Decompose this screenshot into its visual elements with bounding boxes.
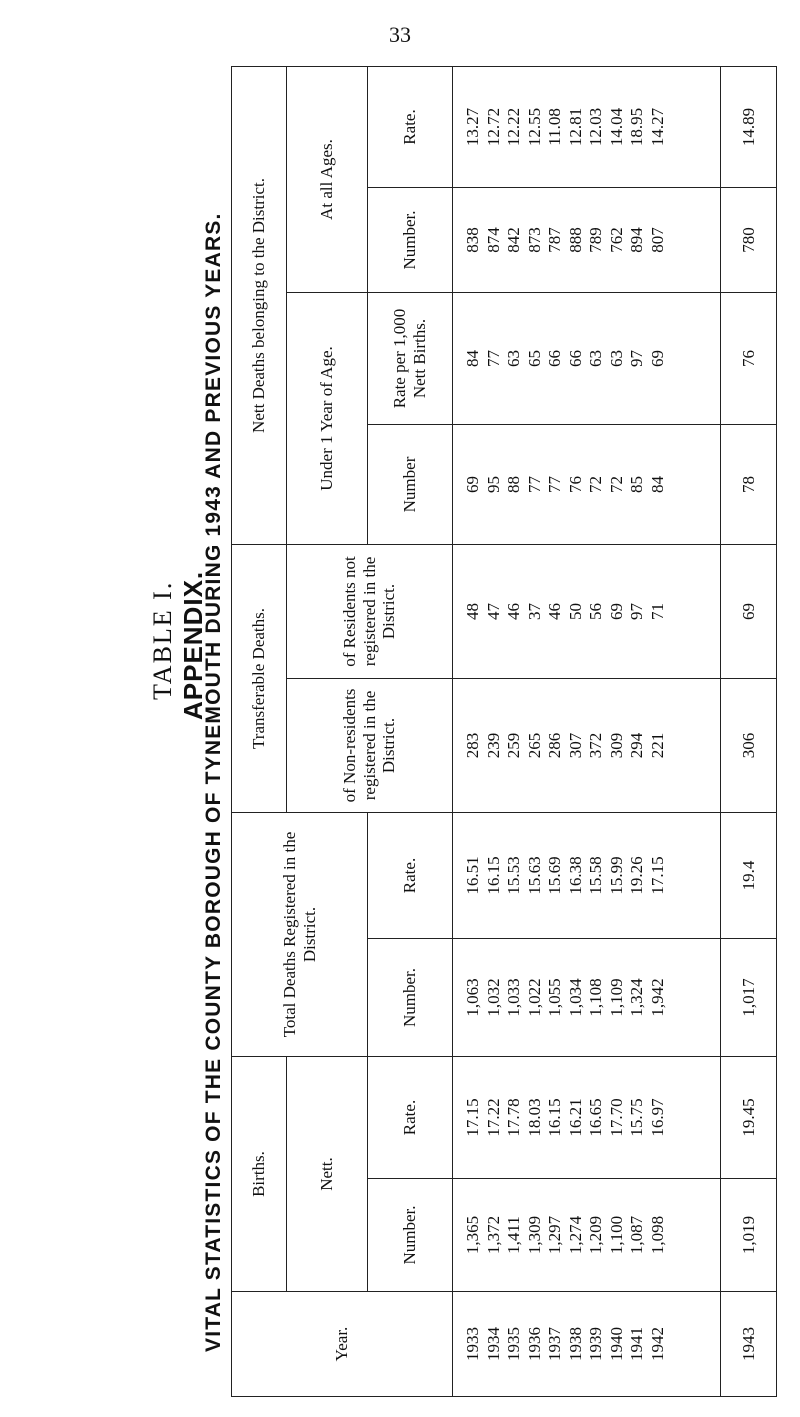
total-under-1-number: 78	[720, 424, 776, 544]
cell-year: 1941	[627, 1327, 646, 1361]
under-1-year-header: Under 1 Year of Age.	[287, 292, 368, 544]
cell-res: 48	[463, 602, 482, 620]
cell-births-rate: 17.22	[483, 1098, 503, 1137]
cell-births-number: 1,100	[606, 1215, 626, 1255]
cell-births-rate: 17.78	[504, 1098, 523, 1137]
cell-all-rate: 12.03	[586, 107, 605, 147]
cell-td-rate: 15.58	[586, 856, 605, 895]
cell-td-number: 1,033	[504, 978, 523, 1017]
all-ages-number-column	[453, 187, 721, 292]
cell-non-res: 239	[483, 732, 503, 759]
page-number: 33	[389, 22, 411, 47]
cell-all-rate: 12.55	[524, 107, 544, 147]
cell-res: 47	[483, 602, 503, 620]
cell-births-number: 1,209	[586, 1215, 605, 1255]
cell-td-rate: 16.38	[565, 856, 585, 895]
cell-td-rate: 16.15	[483, 856, 503, 895]
cell-year: 1942	[647, 1327, 667, 1361]
cell-births-number: 1,372	[483, 1215, 503, 1255]
cell-non-res: 265	[524, 732, 544, 759]
cell-non-res: 307	[565, 732, 585, 759]
cell-u1-number: 72	[606, 475, 626, 493]
cell-u1-number: 77	[524, 475, 544, 493]
cell-births-number: 1,365	[463, 1215, 482, 1255]
cell-births-number: 1,098	[647, 1215, 667, 1255]
total-deaths-number-header: Number.	[368, 939, 453, 1057]
cell-res: 37	[524, 602, 544, 620]
cell-non-res: 309	[606, 732, 626, 759]
cell-td-rate: 19.26	[627, 856, 646, 895]
cell-td-rate: 15.69	[545, 856, 564, 895]
cell-u1-number: 77	[545, 475, 564, 493]
cell-u1-number: 84	[647, 475, 667, 493]
table-title: VITAL STATISTICS OF THE COUNTY BOROUGH OF TYNEMOUTH DURING 1943 AND PREVIOUS YEARS.	[202, 212, 225, 1352]
cell-non-res: 372	[586, 732, 605, 759]
cell-births-rate: 17.15	[463, 1098, 482, 1137]
cell-res: 46	[504, 602, 523, 620]
cell-u1-rate: 97	[627, 349, 646, 367]
births-rate-header: Rate.	[368, 1057, 453, 1179]
cell-all-number: 842	[504, 227, 523, 253]
cell-td-number: 1,055	[545, 978, 564, 1017]
cell-all-number: 894	[627, 227, 646, 253]
cell-all-number: 838	[463, 227, 482, 253]
cell-all-rate: 12.81	[565, 107, 585, 147]
births-header: Births.	[232, 1057, 287, 1292]
non-residents-header: of Non-residents registered in the District.	[287, 678, 453, 812]
cell-u1-rate: 63	[504, 349, 523, 367]
cell-year: 1934	[483, 1327, 503, 1361]
total-non-residents: 306	[720, 678, 776, 812]
cell-year: 1938	[565, 1327, 585, 1361]
cell-year: 1940	[606, 1327, 626, 1361]
cell-u1-rate: 66	[565, 349, 585, 367]
cell-non-res: 294	[627, 732, 646, 759]
total-row-1943	[720, 66, 776, 1396]
cell-all-rate: 11.08	[545, 108, 564, 146]
cell-u1-rate: 66	[545, 349, 564, 367]
vital-statistics-table	[231, 66, 777, 1397]
all-ages-rate-column	[453, 66, 721, 187]
cell-td-number: 1,022	[524, 978, 544, 1017]
cell-td-rate: 16.51	[463, 856, 482, 895]
cell-births-number: 1,411	[504, 1216, 523, 1254]
cell-all-rate: 18.95	[627, 107, 646, 147]
cell-td-number: 1,324	[627, 978, 646, 1017]
residents-column	[453, 544, 721, 678]
cell-all-number: 807	[647, 227, 667, 253]
cell-births-rate: 16.97	[647, 1098, 667, 1137]
cell-td-rate: 15.99	[606, 856, 626, 895]
cell-td-number: 1,108	[586, 978, 605, 1017]
births-number-header: Number.	[368, 1179, 453, 1292]
cell-all-number: 888	[565, 227, 585, 253]
all-ages-rate-header: Rate.	[368, 66, 453, 187]
cell-non-res: 259	[504, 732, 523, 759]
cell-year: 1933	[463, 1327, 482, 1361]
cell-td-rate: 17.15	[647, 856, 667, 895]
residents-header: of Residents not registered in the District.	[287, 544, 453, 678]
cell-all-rate: 12.72	[483, 107, 503, 147]
cell-births-rate: 15.75	[627, 1098, 646, 1137]
cell-u1-rate: 77	[483, 349, 503, 367]
total-all-ages-number: 780	[720, 187, 776, 292]
total-deaths-rate-column	[453, 812, 721, 938]
cell-non-res: 286	[545, 732, 564, 759]
births-number-column	[453, 1179, 721, 1292]
data-block	[453, 66, 721, 1396]
nett-deaths-header: Nett Deaths belonging to the District.	[232, 66, 287, 544]
cell-births-rate: 16.21	[565, 1098, 585, 1137]
cell-births-number: 1,297	[545, 1215, 564, 1255]
table-label: TABLE I.	[148, 580, 177, 700]
cell-non-res: 221	[647, 732, 667, 759]
births-rate-column	[453, 1057, 721, 1179]
cell-td-number: 1,942	[647, 978, 667, 1017]
total-deaths-number-column	[453, 939, 721, 1057]
cell-year: 1939	[586, 1327, 605, 1361]
all-ages-header: At all Ages.	[287, 66, 368, 292]
cell-u1-number: 95	[483, 475, 503, 493]
cell-births-number: 1,274	[565, 1215, 585, 1255]
year-header: Year.	[232, 1292, 453, 1397]
total-deaths-rate-header: Rate.	[368, 812, 453, 938]
cell-u1-rate: 63	[606, 349, 626, 367]
cell-all-number: 874	[483, 227, 503, 253]
cell-u1-rate: 63	[586, 349, 605, 367]
cell-td-rate: 15.53	[504, 856, 523, 895]
cell-u1-number: 69	[463, 475, 482, 493]
cell-u1-rate: 69	[647, 349, 667, 367]
cell-year: 1935	[504, 1327, 523, 1361]
cell-non-res: 283	[463, 732, 482, 759]
cell-u1-number: 88	[504, 475, 523, 493]
under-1-number-column	[453, 424, 721, 544]
cell-year: 1937	[545, 1327, 564, 1361]
cell-births-rate: 16.65	[586, 1098, 605, 1137]
non-residents-column	[453, 678, 721, 812]
cell-td-number: 1,109	[606, 978, 626, 1017]
cell-res: 97	[627, 602, 646, 620]
cell-births-rate: 16.15	[545, 1098, 564, 1137]
total-under-1-rate: 76	[720, 292, 776, 424]
cell-all-rate: 14.27	[647, 107, 667, 147]
cell-births-rate: 17.70	[606, 1098, 626, 1137]
year-column	[453, 1292, 721, 1397]
cell-births-number: 1,309	[524, 1215, 544, 1255]
transferable-deaths-header: Transferable Deaths.	[232, 544, 287, 812]
total-deaths-rate: 19.4	[720, 812, 776, 938]
cell-res: 46	[545, 602, 564, 620]
cell-res: 56	[586, 602, 605, 620]
total-all-ages-rate: 14.89	[720, 66, 776, 187]
cell-all-rate: 14.04	[606, 107, 626, 147]
cell-u1-number: 72	[586, 475, 605, 493]
under-1-rate-column	[453, 292, 721, 424]
total-births-rate: 19.45	[720, 1057, 776, 1179]
cell-td-number: 1,063	[463, 978, 482, 1017]
appendix-heading: APPENDIX.	[178, 570, 208, 720]
cell-all-rate: 12.22	[504, 107, 523, 147]
total-births-number: 1,019	[720, 1179, 776, 1292]
cell-u1-number: 76	[565, 475, 585, 493]
all-ages-number-header: Number.	[368, 187, 453, 292]
cell-td-number: 1,034	[565, 978, 585, 1017]
under-1-number-header: Number	[368, 424, 453, 544]
cell-td-rate: 15.63	[524, 856, 544, 895]
cell-all-number: 873	[524, 227, 544, 253]
cell-res: 69	[606, 602, 626, 620]
cell-all-number: 762	[606, 227, 626, 253]
cell-u1-rate: 84	[463, 349, 482, 367]
vital-statistics-table-container	[231, 67, 777, 1397]
total-year: 1943	[720, 1292, 776, 1397]
cell-u1-rate: 65	[524, 349, 544, 367]
under-1-rate-header: Rate per 1,000 Nett Births.	[368, 292, 453, 424]
cell-births-rate: 18.03	[524, 1098, 544, 1137]
total-residents: 69	[720, 544, 776, 678]
cell-td-number: 1,032	[483, 978, 503, 1017]
cell-all-rate: 13.27	[463, 107, 482, 147]
total-deaths-header: Total Deaths Registered in the District.	[232, 812, 368, 1056]
cell-all-number: 789	[586, 227, 605, 253]
cell-u1-number: 85	[627, 475, 646, 493]
cell-all-number: 787	[545, 227, 564, 253]
total-deaths-number: 1,017	[720, 939, 776, 1057]
cell-res: 50	[565, 602, 585, 620]
nett-births-subheader: Nett.	[287, 1057, 368, 1292]
cell-year: 1936	[524, 1327, 544, 1361]
cell-births-number: 1,087	[627, 1215, 646, 1255]
cell-res: 71	[647, 602, 667, 620]
